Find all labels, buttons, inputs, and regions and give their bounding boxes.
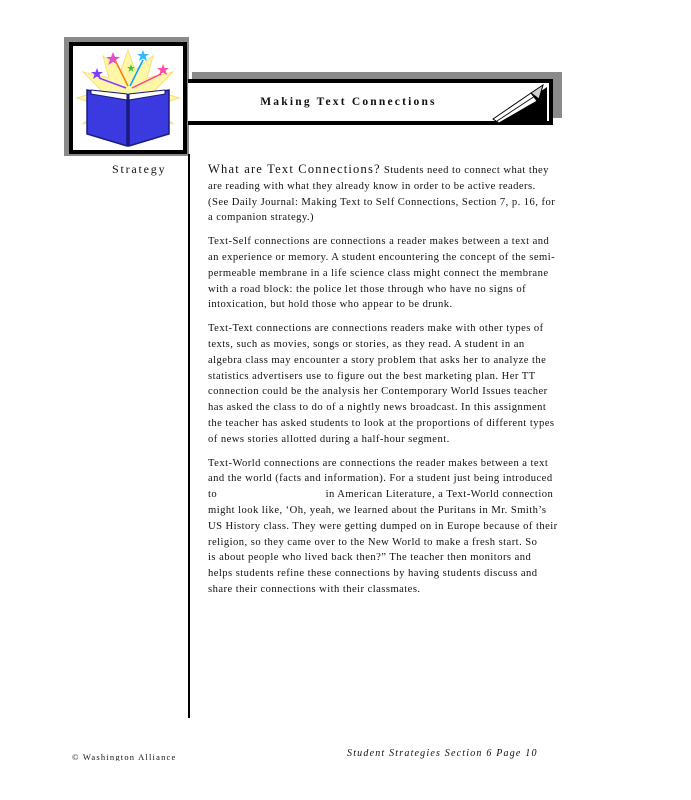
paragraph-text-world: Text-World connections are connections the reader makes between a text and the world (facts and information). For a student just being introduced to in American Literature, a Text-World connection might look like, ‘Oh, yeah, we learned about the Puritans in Mr. Smith’s US History class. They were getting dumped on in Europe because of their religion, so they came over to the New World to make a fresh start. So is about people who lived back then?” The teacher then monitors and helps students refine these connections by having students discuss and share their connections with their classmates. [208,457,646,595]
title-banner [188,79,553,125]
footer-copyright: © Washington Alliance [72,752,177,761]
vertical-divider [188,154,190,718]
paragraph-text-self: Text-Self connections are connections a reader makes between a text and an experience or memory. A student encountering the concept of the semi-permeable membrane in a life science class might connect the membrane with a road block: the police let those through who have no signs of intoxication, but hold those who appear to be drunk. [208,236,556,311]
paragraph-intro [208,162,558,226]
page-title: Making Text Connections [260,96,437,108]
logo-box [69,42,187,154]
open-book-icon [73,46,183,150]
strategy-label: Strategy [112,162,167,176]
footer-page-info: Student Strategies Section 6 Page 10 [347,748,538,759]
book [87,90,169,146]
pen-nib-icon [487,83,547,125]
main-content [208,162,646,606]
paragraph-text-text: Text-Text connections are connections readers make with other types of texts, such as movies, songs or stories, as they read. A student in an algebra class may encounter a story problem that asks her to analyze the statistics advertisers use to figure out the best marketing plan. Her TT connection could be the analysis her Contemporary World Issues teacher has asked the class to do of a nightly news broadcast. In this assignment the teacher has asked students to look at the proportions of different types of news stories allotted during a half-hour segment. [208,323,555,445]
intro-heading: What are Text Connections? [208,162,381,176]
intro-text: Students need to connect what they are reading with what they already know in order to be active readers. (See Daily Journal: Making Text to Self Connections, Section 7, p. 16, for a companion strategy.) [208,165,556,224]
